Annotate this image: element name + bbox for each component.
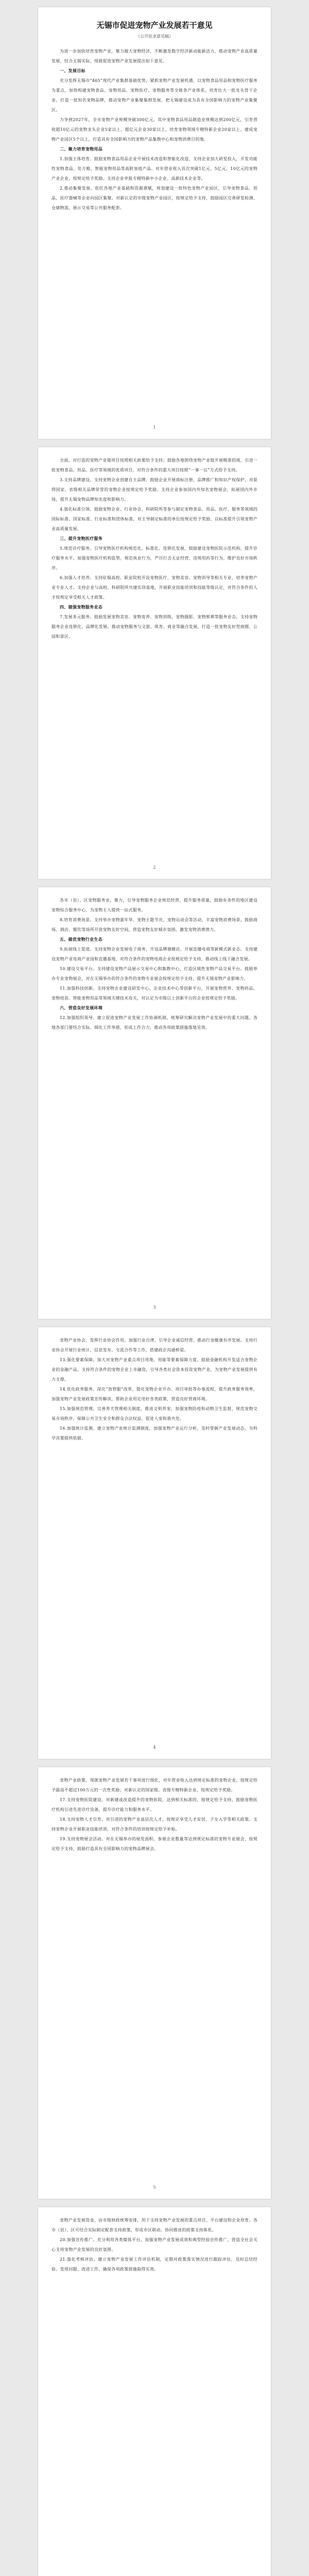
document-page-6 — [38, 2207, 271, 2576]
paragraph: 18.支持宠物人才引育。对引进的宠物产业高层次人才，按规定享受人才安居、子女入学等相关政策。支持宠物企业开展职业技能培训，对符合条件的培训按规定给予补贴。 — [52, 1817, 258, 1832]
paragraph: 宠物产业发展资金，由市级财政统筹安排，用于支持宠物产业发展的重点项目、平台建设和企业培育。各市（县）、区可结合实际制定配套支持政策，形成市区联动、协同推进的政策支持体系。 — [52, 2218, 258, 2232]
paragraph: 3.支持品牌建设。支持宠物企业创建自主品牌，鼓励企业开展商标注册、品牌推广和知识产权保护，对获得国家、省级相关品牌荣誉的宠物企业按规定给予奖励。支持企业参加国内外知名宠物展会，拓展国内外市场，提升无锡宠物品牌知名度和影响力。 — [52, 478, 258, 502]
paragraph: 8.培育消费场景。支持举办宠物嘉年华、宠物主题节庆、宠物运动会等活动，丰富宠物消费场景。鼓励商场、酒店、餐饮等场所开放宠物友好空间，营造宠物友好城市氛围，激发宠物消费潜力。 — [52, 918, 258, 932]
paragraph: 宠物产业政策，现就宠物产业发展若干事项进行细化，对年营业收入达到规定标准的宠物企业，按规定给予最高不超过100万元的一次性奖励；对新认定的国家级、省级专精特新企业，按规定给予奖励。 — [52, 1778, 258, 1792]
paragraph: 12.加强组织领导。建立促进宠物产业发展工作协调机制，统筹研究解决宠物产业发展中的重大问题。各地各部门要结合实际，细化工作举措，形成工作合力，推动各项政策措施落地见效。 — [52, 1015, 258, 1030]
paragraph: 6.加强人才培养。支持驻锡高校、职业院校开设宠物医疗、宠物美容、宠物训导等相关专业，培养宠物产业专业人才。支持企业与高校、科研院所共建实训基地，开展职业技能培训和技能等级认定，对符合条件的人才按规定享受相关人才政策。 — [52, 575, 258, 600]
paragraph: 4.强化标准引领。鼓励宠物企业、行业协会、科研院所等参与制定宠物食品、用品、医疗、服务等领域的国际标准、国家标准、行业标准和团体标准，对主导制定标准的单位按规定给予奖励，以标准提升引领宠物产业高质量发展。 — [52, 507, 258, 531]
paragraph: 力争到2027年，全市宠物产业规模突破300亿元，其中宠物食品用品制造业规模达到200亿元，引育营收超10亿元的宠物龙头企业5家以上、超亿元企业30家以上，培育宠物领域专精特新企业20家以上，建成宠物产业园区5个以上，打造具有全国影响力的宠物产品集散中心和宠物消费目的地。 — [52, 117, 258, 142]
paragraph: 15.加强规范管理。完善养犬管理相关制度，推进文明养宠，加强宠物防疫和动物卫生监督，规范宠物交易市场秩序，保障公共卫生安全和群众合法权益，促进人宠和谐共处。 — [52, 1406, 258, 1421]
section-heading: 四、做强宠物服务业态 — [60, 604, 102, 609]
document-page-4 — [38, 1327, 271, 1759]
paragraph: 7.发展多元服务。鼓励发展宠物美容、宠物寄养、宠物训练、宠物摄影、宠物殡葬等服务业态，支持宠物服务企业连锁化、品牌化发展。推动宠物服务与文旅、体育、商业等融合发展，打造一批宠物友好型商圈、公园和景区。 — [52, 615, 258, 639]
paragraph: 16.加强统计监测。建立宠物产业统计监测制度，加强宠物产业运行分析，及时掌握产业发展动态，为科学决策提供依据。 — [52, 1426, 258, 1440]
paragraph: 20.加强宣传推广。充分利用各类媒体平台，加强宠物产业发展成效和典型经验宣传推广，营造全社会关心支持宠物产业发展的良好氛围。 — [52, 2238, 258, 2252]
page-number: 2 — [153, 865, 156, 870]
page-number: 5 — [153, 2185, 156, 2190]
page-number: 4 — [153, 1745, 156, 1750]
document-page-5 — [38, 1767, 271, 2199]
paragraph: 10.建设交易平台。支持建设宠物产品展示交易中心和集散中心，打造区域性宠物产品交易平台。鼓励举办专业宠物展会，对在无锡举办的符合条件的宠物专业展会按规定给予支持，提升无锡宠物产业影响力。 — [52, 967, 258, 981]
paragraph: 全面，对打造的宠物产业链项目按照相关政策给予支持；鼓励各地围绕宠物产业链开展精准招商，引进一批宠物食品、用品、医疗等领域的优质项目，对符合条件的重大项目按照“一事一议”方式给予支持。 — [52, 458, 258, 472]
paragraph: 13.强化要素保障。加大对宠物产业重点项目用地、用能等要素保障力度。鼓励金融机构开发适合宠物企业的金融产品，支持符合条件的宠物企业上市融资，引导各类社会资本投资宠物产业，为宠物产业发展提供有力支撑。 — [52, 1358, 258, 1382]
document-page-2 — [38, 447, 271, 879]
section-heading: 五、做优宠物行业生态 — [60, 937, 102, 942]
page-number: 1 — [153, 425, 156, 430]
paragraph: 14.优化政务服务。深化“放管服”改革，简化宠物企业开办、项目审批等办事流程，提升政务服务效率。加强宠物产业发展政策宣传解读，帮助企业用足用好各类政策，营造良好营商环境。 — [52, 1387, 258, 1401]
section-heading: 二、聚力培育宠物用品 — [60, 146, 102, 151]
paragraph: 宠物产业协会，发挥行业协会作用，加强行业自律，引导企业诚信经营，推动行业健康有序发展。支持行业协会开展行业统计、信息发布、交流合作等工作，搭建政企沟通桥梁。 — [52, 1338, 258, 1352]
document-subtitle: （公开征求意见稿） — [136, 34, 173, 39]
paragraph: 17.支持宠物医院建设。对新建或改造提升的宠物医院，达到相关标准的，按规定给予支持。鼓励宠物医疗机构引进先进诊疗设备，提升诊疗能力和服务水平。 — [52, 1798, 258, 1812]
paragraph: 1.加强主体培育。鼓励宠物食品用品企业开展技术改造和智能化改造，支持企业加大研发投入，开发功能性宠物食品、处方粮、智能宠物用品等高附加值产品。对年营业收入首次突破1亿元、5亿元、10亿元的宠物产业企业，按规定给予奖励。支持企业申报专精特新中小企业、高新技术企业等。 — [52, 157, 258, 181]
paragraph: 5.规范诊疗服务。引导宠物医疗机构规范化、标准化、连锁化发展，鼓励建设宠物医院示范机构，提升诊疗服务水平。加强宠物医疗机构监管，规范执业行为，严厉打击无证经营、违规用药等行为，维护良好市场秩序。 — [52, 546, 258, 570]
paragraph: 为进一步加快培育宠物产业，聚力做大宠物经济，不断激发数字经济新动能新活力，推动宠物产业高质量发展，结合无锡实际，现就促进宠物产业发展提出如下意见。 — [52, 49, 258, 63]
paragraph: 充分发挥无锡市“465”现代产业集群基础优势，紧抓宠物产业发展机遇，以宠物食品用品和宠物医疗服务为重点，加快构建宠物食品、宠物用品、宠物医疗、宠物服务等全链条产业体系，培育壮大一批龙头骨干企业，打造一批知名宠物品牌，推动宠物产业集聚集群发展，把无锡建设成为具有全国影响力的宠物产业集聚区。 — [52, 78, 258, 112]
paragraph: 11.加强科技创新。支持宠物企业建设研发中心、企业技术中心等创新平台，开展宠物营养、宠物药品、宠物疫苗、智能宠物用品等领域关键技术攻关，对认定为市级以上创新平台的企业按规定给予奖励。 — [52, 986, 258, 1001]
section-heading: 三、提升宠物医疗服务 — [60, 536, 102, 541]
section-heading: 六、营造良好发展环境 — [60, 1005, 102, 1010]
paragraph: 各市（县）、区宠物服务业，聚力，引导宠物服务企业规范经营，提升服务质量，鼓励有条件的地区建设宠物综合服务中心，为宠物主人提供一站式服务。 — [52, 898, 258, 912]
section-heading: 一、发展目标 — [60, 68, 85, 73]
document-page-3 — [38, 887, 271, 1319]
document-title: 无锡市促进宠物产业发展若干意见 — [96, 21, 213, 30]
paragraph: 19.支持宠物展会活动。对在无锡举办的展览面积、参展企业数量等达到规定标准的宠物专业展会，按规定给予支持，鼓励打造具有全国影响力的宠物品牌展会。 — [52, 1837, 258, 1851]
paragraph: 2.推动集聚发展。依托各地产业基础和资源禀赋，规划建设一批特色宠物产业园区，引导宠物食品、用品、医疗器械等企业向园区集聚。对新认定的市级宠物产业园区，按规定给予支持，鼓励园区完善研发检测、仓储物流、展示交易等公共服务配套。 — [52, 186, 258, 210]
paragraph: 9.拓展线上渠道。支持宠物企业发展电子商务，开设品牌旗舰店，开展直播电商等新模式新业态。支持建设宠物产业电商产业园和直播基地，对符合条件的宠物电商企业按规定给予支持，推动线上线下融合发展。 — [52, 947, 258, 961]
document-page-1 — [38, 7, 271, 439]
page-number: 3 — [153, 1305, 156, 1310]
paragraph: 21.强化考核评估。建立宠物产业发展工作评估机制，定期对政策落实情况进行跟踪评估，及时总结经验、发现问题、改进工作，确保各项政策措施取得实效。 — [52, 2257, 258, 2272]
